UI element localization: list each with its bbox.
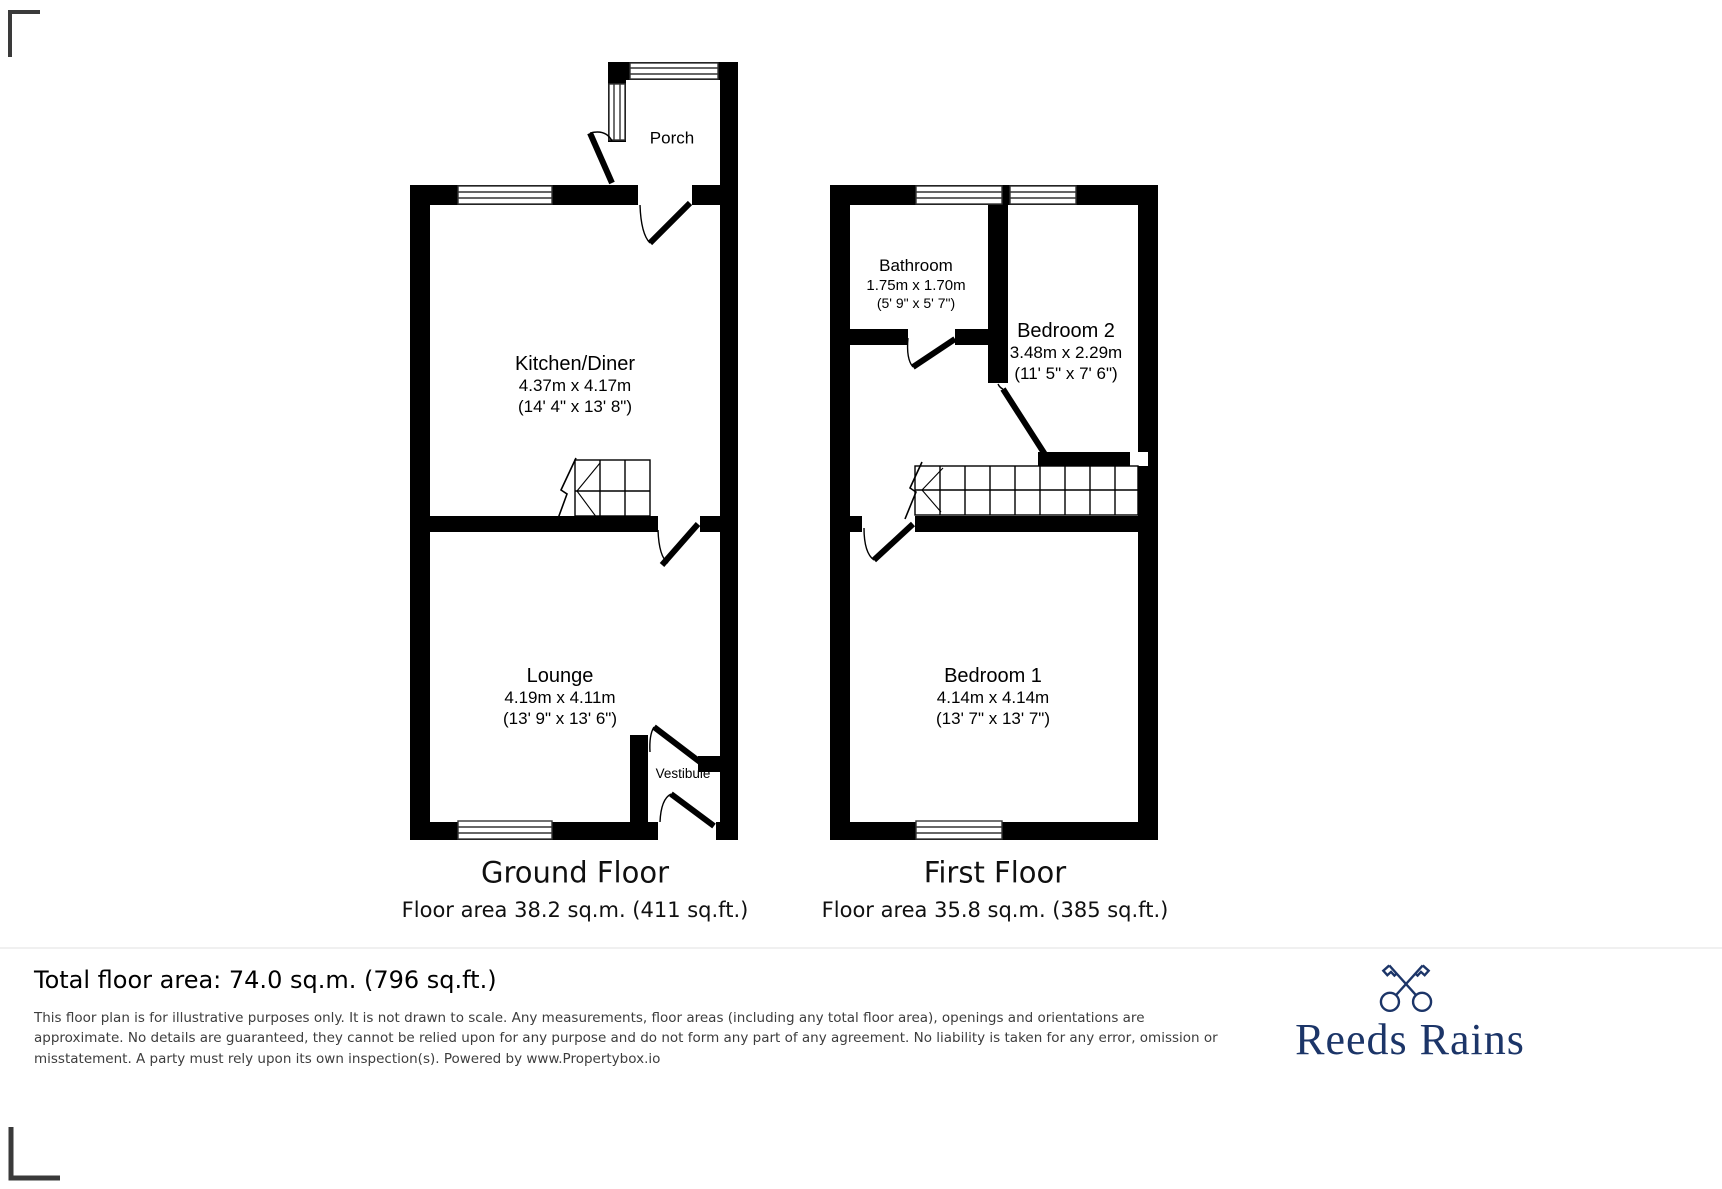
porch-label: Porch	[649, 128, 695, 148]
door-lounge-to-vestibule	[650, 727, 700, 762]
kitchen-dims-m: 4.37m x 4.17m	[518, 376, 632, 396]
bedroom1-dims-m: 4.14m x 4.14m	[936, 688, 1050, 708]
window-bedroom2-top	[1010, 186, 1076, 204]
bathroom-dims-m: 1.75m x 1.70m	[866, 276, 966, 294]
window-porch-top	[630, 63, 718, 79]
brand-logo	[1270, 950, 1550, 1065]
vestibule-label: Vestibule	[655, 765, 711, 781]
ground-floor-stairs	[556, 458, 650, 524]
lounge-dims-ft: (13' 9" x 13' 6")	[502, 709, 618, 729]
bedroom1-label-block	[936, 664, 1050, 730]
kitchen-label-block	[515, 352, 635, 418]
bathroom-label: Bathroom	[879, 255, 953, 275]
window-bedroom1-bottom	[916, 821, 1002, 839]
door-bathroom	[908, 338, 955, 367]
disclaimer-text: This floor plan is for illustrative purposes only. It is not drawn to scale. Any measurements, floor areas (including any total floor area), openings and orientations are approximate. No details are guaranteed, they cannot be relied upon for any purpose and do not form any part of any agreement. No liability is taken for any error, omission or misstatement. A party must rely upon its own inspection(s). Powered by www.Propertybox.io	[34, 1010, 1218, 1067]
bedroom2-dims-m: 3.48m x 2.29m	[1009, 343, 1123, 363]
window-lounge-bottom	[458, 821, 552, 839]
ground-floor-area: Floor area 38.2 sq.m. (411 sq.ft.)	[401, 898, 749, 923]
brand-wordmark: Reeds Rains	[1295, 1015, 1525, 1064]
first-floor-stairs	[905, 462, 1138, 519]
right-wall-notch	[1138, 452, 1148, 466]
door-kitchen-to-lounge	[658, 524, 698, 565]
window-kitchen-top	[458, 186, 552, 204]
ground-floor-title: Ground Floor	[480, 855, 670, 890]
window-bathroom-top	[916, 186, 1002, 204]
lounge-dims-m: 4.19m x 4.11m	[504, 688, 616, 708]
door-bedroom2	[998, 384, 1046, 456]
bathroom-label-block	[866, 256, 965, 312]
lounge-label: Lounge	[526, 665, 594, 688]
bedroom1-dims-ft: (13' 7" x 13' 7")	[935, 709, 1051, 729]
brand-icon-spacer	[1270, 950, 1550, 1012]
crop-mark-top-left	[10, 12, 40, 57]
total-floor-area: Total floor area: 74.0 sq.m. (796 sq.ft.)	[34, 966, 497, 994]
kitchen-dims-ft: (14' 4" x 13' 8")	[517, 397, 632, 417]
bedroom2-dims-ft: (11' 5" x 7' 6")	[1014, 364, 1118, 384]
first-floor-area: Floor area 35.8 sq.m. (385 sq.ft.)	[821, 898, 1169, 923]
door-porch-to-kitchen	[640, 203, 690, 243]
window-porch-left	[609, 84, 625, 140]
footer-separator	[0, 947, 1722, 949]
bedroom2-label-block	[1010, 319, 1122, 385]
door-bedroom1	[864, 524, 913, 560]
kitchen-label: Kitchen/Diner	[514, 353, 636, 376]
bedroom2-label: Bedroom 2	[1017, 320, 1115, 343]
first-floor-title: First Floor	[923, 855, 1067, 890]
bathroom-dims-ft: (5' 9" x 5' 7")	[876, 294, 956, 311]
lounge-label-block	[503, 664, 617, 730]
door-front-entrance	[660, 794, 714, 826]
bedroom1-label: Bedroom 1	[944, 665, 1042, 688]
crop-mark-bottom-left	[11, 1127, 60, 1178]
